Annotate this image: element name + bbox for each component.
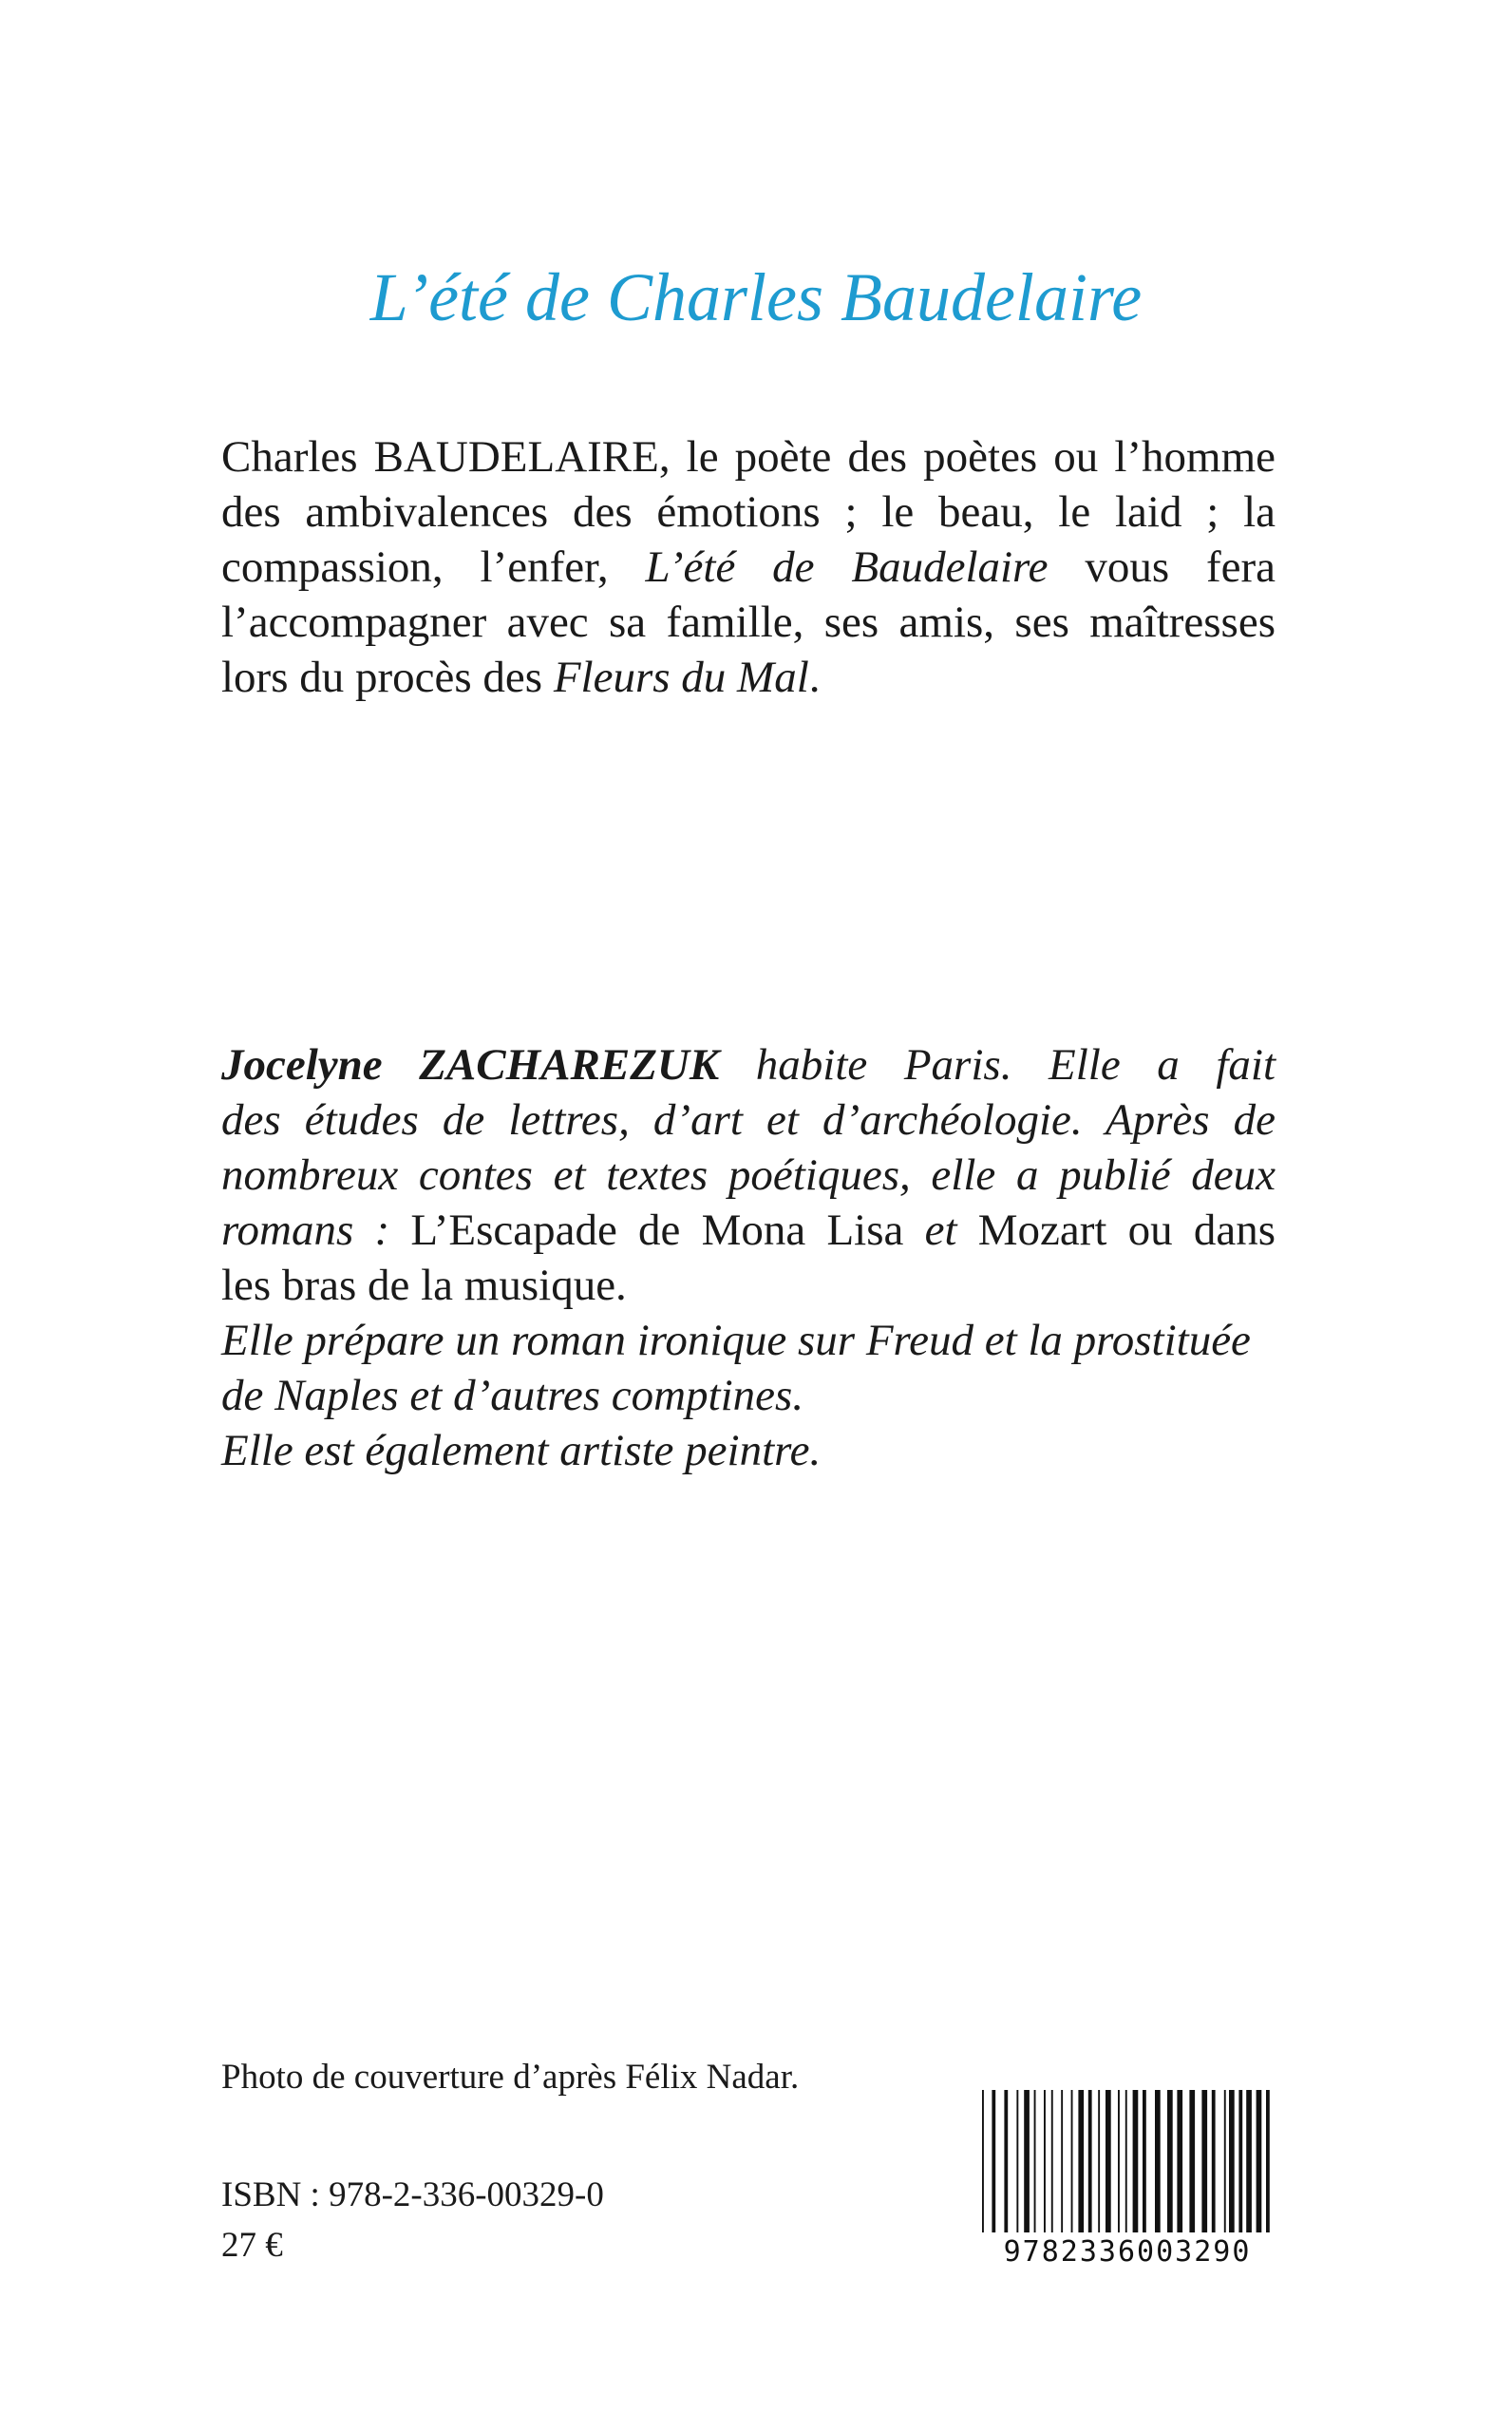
author-name: Jocelyne ZACHAREZUK — [221, 1040, 720, 1090]
blurb-line: des ambivalences des émotions ; le beau, le laid ; la — [221, 487, 1276, 537]
barcode-bar — [1106, 2090, 1111, 2232]
bio-line: de Naples et d’autres comptines. — [221, 1371, 804, 1420]
bio-line — [221, 1203, 1276, 1258]
barcode-bar — [1051, 2090, 1053, 2232]
barcode-bar — [1061, 2090, 1063, 2232]
barcode-bar — [1212, 2090, 1216, 2232]
back-cover-blurb — [221, 429, 1276, 705]
photo-credit: Photo de couverture d’après Félix Nadar. — [221, 2058, 800, 2097]
bio-line: des études de lettres, d’art et d’archéologie. Après de — [221, 1095, 1276, 1145]
book-title: L’été de Charles Baudelaire — [369, 259, 1143, 335]
barcode-bar — [1257, 2090, 1262, 2232]
barcode-bar — [1155, 2090, 1161, 2232]
barcode-bar — [982, 2090, 984, 2232]
barcode-bar — [1044, 2090, 1046, 2232]
blurb-line — [221, 540, 1276, 595]
barcode-bars — [982, 2090, 1270, 2232]
barcode-bar — [992, 2090, 995, 2232]
barcode-bar — [1078, 2090, 1084, 2232]
barcode-bar — [1224, 2090, 1226, 2232]
blurb-line: Charles BAUDELAIRE, le poète des poètes ou l’homme — [221, 432, 1276, 482]
bio-line: nombreux contes et textes poétiques, elle a publié deux — [221, 1150, 1276, 1200]
blurb-work-title: Fleurs du Mal — [553, 653, 809, 702]
barcode-bar — [1125, 2090, 1127, 2232]
barcode-bar — [1177, 2090, 1182, 2232]
bio-line: Elle est également artiste peintre. — [221, 1426, 822, 1475]
blurb-text: . — [808, 653, 821, 702]
barcode-bar — [1266, 2090, 1270, 2232]
barcode-bar — [1034, 2090, 1036, 2232]
barcode-bar — [1189, 2090, 1195, 2232]
bio-line — [221, 1037, 1276, 1092]
barcode-bar — [1004, 2090, 1008, 2232]
barcode — [980, 2090, 1275, 2266]
bio-text: romans : — [221, 1206, 411, 1255]
blurb-text: vous fera — [1048, 542, 1276, 592]
barcode-bar — [1133, 2090, 1139, 2232]
barcode-bar — [1143, 2090, 1146, 2232]
barcode-bar — [1088, 2090, 1092, 2232]
barcode-bar — [1098, 2090, 1100, 2232]
bio-line: les bras de la musique. — [221, 1261, 627, 1310]
barcode-bar — [1229, 2090, 1235, 2232]
barcode-bar — [1118, 2090, 1120, 2232]
novel-title: L’Escapade de Mona Lisa — [410, 1206, 904, 1255]
blurb-book-title: L’été de Baudelaire — [645, 542, 1049, 592]
price: 27 € — [221, 2226, 283, 2265]
blurb-text: compassion, l’enfer, — [221, 542, 646, 592]
author-bio — [221, 1037, 1276, 1478]
novel-title: Mozart ou dans — [977, 1206, 1276, 1255]
barcode-bar — [1071, 2090, 1073, 2232]
blurb-line — [221, 650, 1276, 705]
bio-text: et — [903, 1206, 978, 1255]
barcode-bar — [1016, 2090, 1018, 2232]
barcode-bar — [1246, 2090, 1252, 2232]
bio-line: Elle prépare un roman ironique sur Freud et la prostituée — [221, 1316, 1251, 1365]
barcode-bar — [1167, 2090, 1173, 2232]
bio-text: habite Paris. Elle a fait — [719, 1040, 1276, 1090]
barcode-bar — [1024, 2090, 1030, 2232]
barcode-number: 9782336003290 — [1003, 2235, 1252, 2266]
blurb-text: lors du procès des — [221, 653, 554, 702]
isbn: ISBN : 978-2-336-00329-0 — [221, 2175, 604, 2214]
barcode-bar — [1238, 2090, 1242, 2232]
blurb-line: l’accompagner avec sa famille, ses amis, ses maîtresses — [221, 598, 1276, 647]
barcode-bar — [1201, 2090, 1207, 2232]
